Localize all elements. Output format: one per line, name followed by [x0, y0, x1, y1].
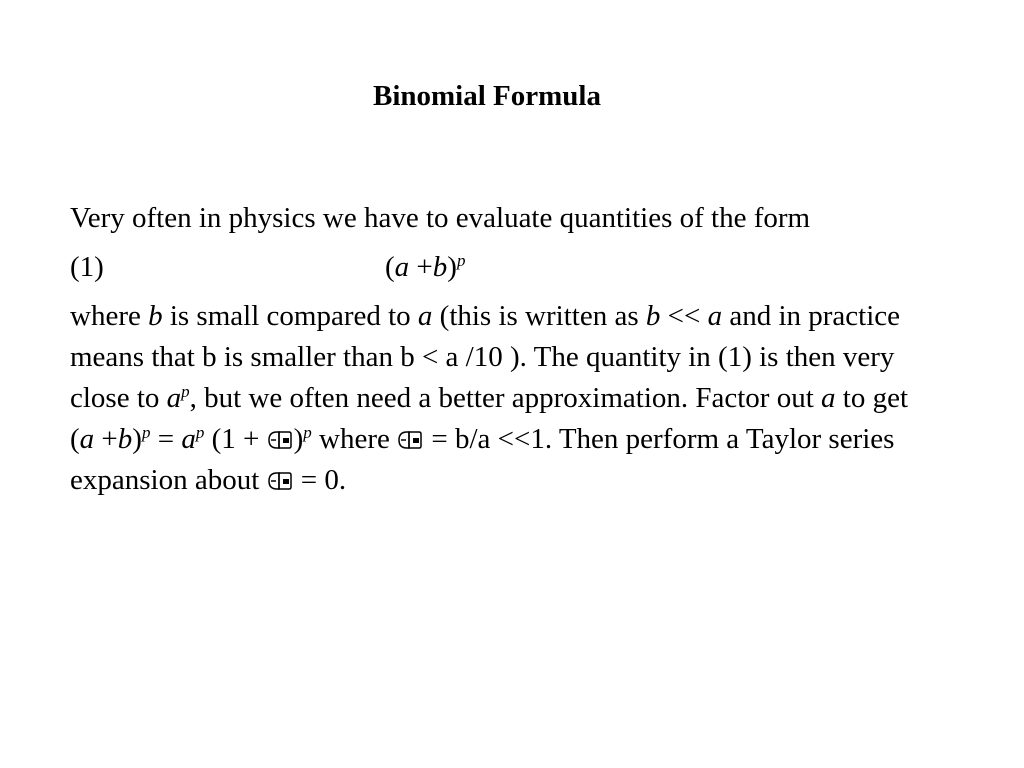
epsilon-glyph-icon [267, 471, 293, 491]
var-a: a [821, 382, 836, 414]
equation-number: (1) [70, 251, 104, 283]
text-span: to get ( [70, 382, 909, 455]
explanation-paragraph [70, 296, 910, 501]
text-span: where [70, 300, 149, 332]
equation-expression [385, 247, 465, 288]
text-span: where [311, 423, 398, 455]
text-span: , but we often need a better approximation. Factor out [189, 382, 822, 414]
eq-exponent: p [456, 251, 466, 270]
text-span: and in practice means that b is smaller than b < a /10 ). The quantity in (1) is then very close to [70, 300, 901, 414]
epsilon-glyph-icon [267, 430, 293, 450]
text-span: ) [293, 423, 304, 455]
text-span: ) [132, 423, 142, 455]
slide-body [70, 198, 910, 501]
exponent-p: p [303, 423, 312, 442]
eq-plus: + [409, 251, 433, 283]
text-span: = b/a <<1. Then perform a Taylor series expansion about [70, 423, 895, 496]
equation-1 [70, 247, 910, 288]
text-span: << [660, 300, 708, 332]
text-span: = [150, 423, 182, 455]
eq-var-a: a [394, 251, 410, 283]
var-a: a [181, 423, 196, 455]
epsilon-glyph-icon [397, 430, 423, 450]
eq-open-paren: ( [385, 251, 395, 283]
exponent-p: p [181, 382, 190, 401]
eq-close-paren: ) [447, 251, 457, 283]
var-a: a [707, 300, 723, 332]
text-span: (1 + [204, 423, 267, 455]
exponent-p: p [141, 423, 151, 442]
text-span: + [94, 423, 118, 455]
text-span: = 0. [293, 464, 347, 496]
exponent-p: p [195, 423, 205, 442]
var-b: b [117, 423, 133, 455]
text-span: (this is written as [432, 300, 646, 332]
var-a: a [417, 300, 433, 332]
page-title: Binomial Formula [373, 80, 601, 112]
var-a: a [79, 423, 95, 455]
text-span: is small compared to [162, 300, 418, 332]
intro-paragraph: Very often in physics we have to evaluate quantities of the form [70, 202, 811, 234]
var-a: a [166, 382, 182, 414]
var-b: b [148, 300, 163, 332]
eq-var-b: b [432, 251, 448, 283]
var-b: b [645, 300, 661, 332]
